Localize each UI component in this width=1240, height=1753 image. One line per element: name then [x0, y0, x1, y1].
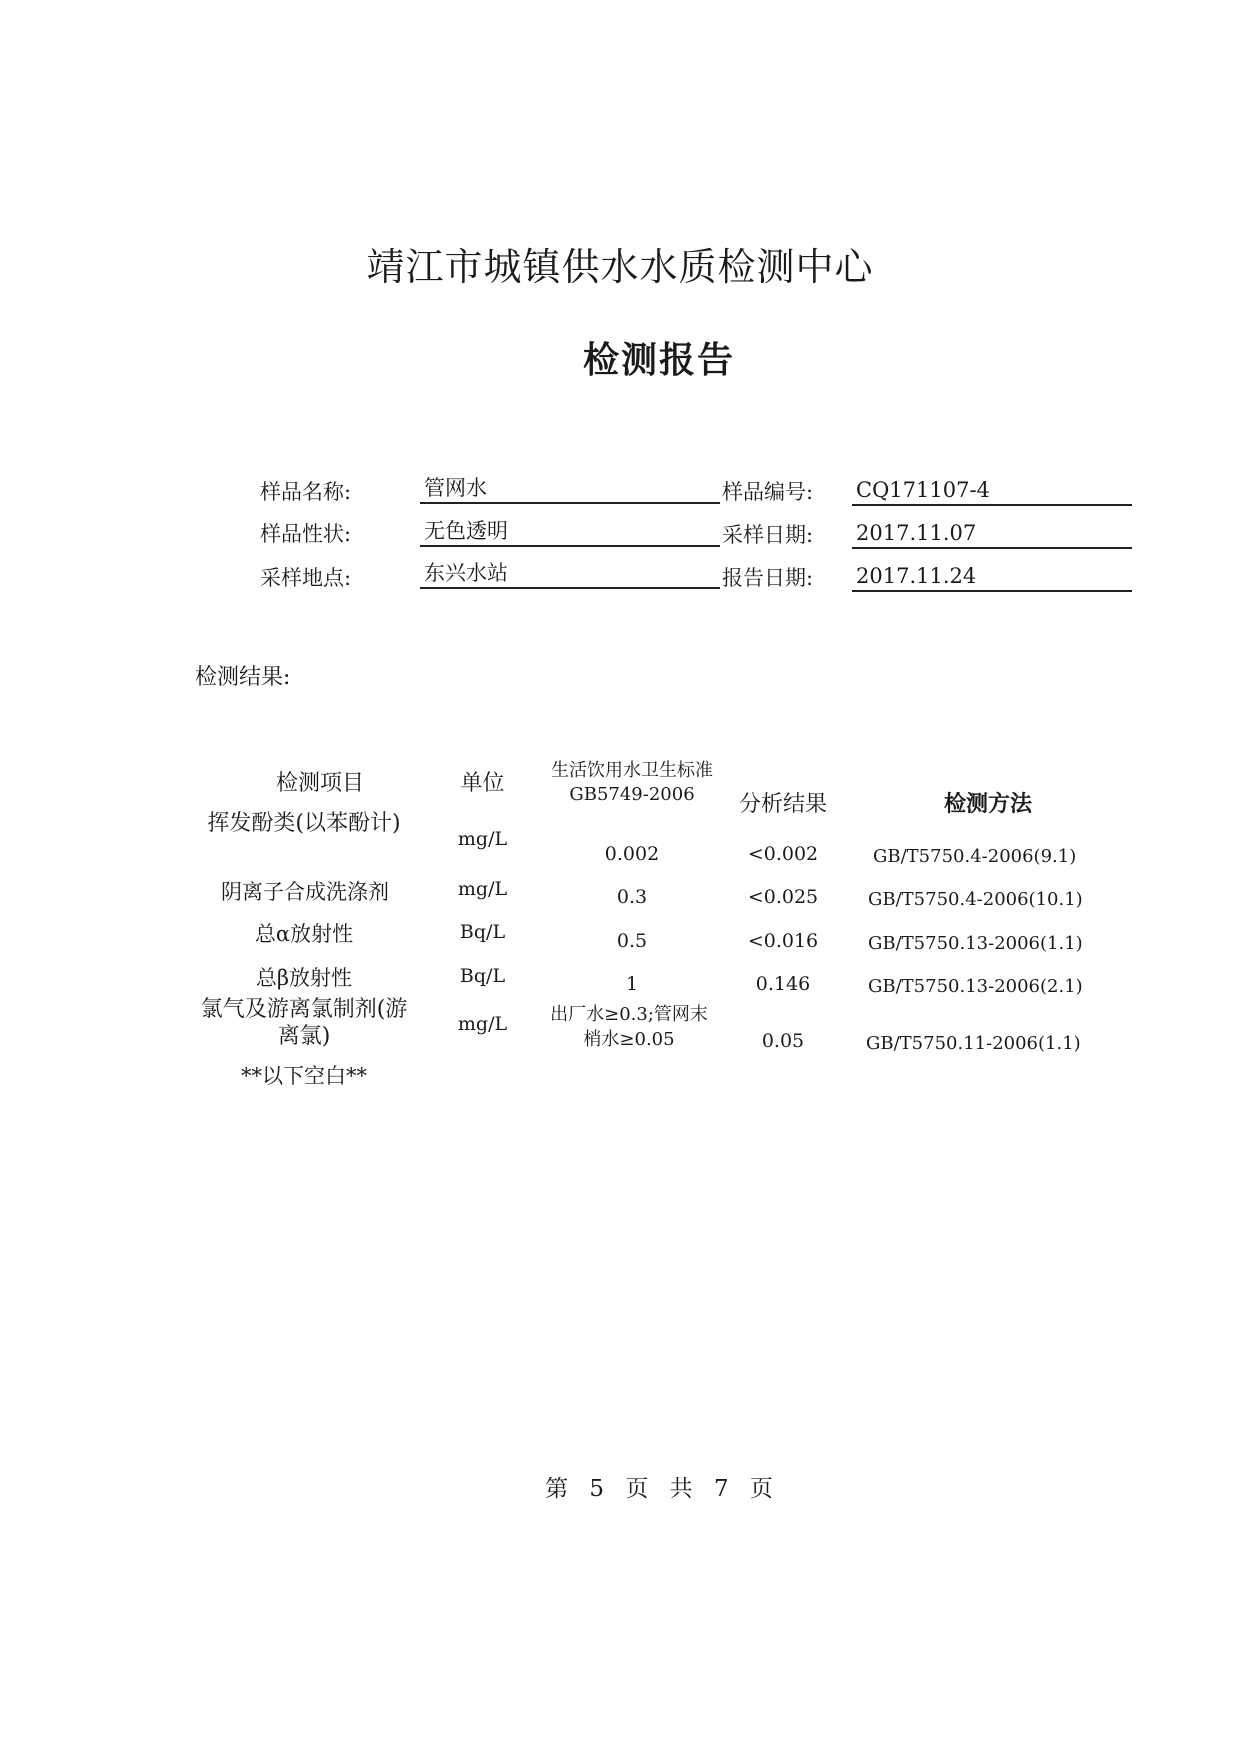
table-row-2-standard: 0.3	[616, 886, 648, 908]
table-row-1-result: <0.002	[747, 843, 819, 865]
report-title: 检测报告	[582, 339, 735, 381]
table-row-4-unit: Bq/L	[459, 965, 506, 987]
table-row-2-unit: mg/L	[457, 878, 508, 900]
col-header-unit: 单位	[460, 771, 505, 796]
sampling-location-label: 采样地点:	[260, 566, 352, 590]
table-row-3-standard: 0.5	[616, 930, 648, 952]
sample-name-label: 样品名称:	[260, 480, 352, 504]
sample-state-value: 无色透明	[420, 517, 720, 547]
table-row-3-item: 总α放射性	[254, 922, 354, 946]
table-row-4-item: 总β放射性	[255, 966, 353, 990]
table-row-3-unit: Bq/L	[459, 921, 506, 943]
table-row-5-item: 氯气及游离氯制剂(游离氯)	[200, 997, 408, 1049]
col-header-result: 分析结果	[738, 792, 827, 817]
sample-code-value: CQ171107-4	[852, 476, 1132, 506]
report-date-label: 报告日期:	[722, 566, 814, 590]
col-header-standard: 生活饮用水卫生标准GB5749-2006	[551, 760, 713, 805]
table-row-2-item: 阴离子合成洗涤剂	[221, 880, 389, 904]
table-row-1-unit: mg/L	[457, 828, 508, 850]
table-row-1-item: 挥发酚类(以苯酚计)	[207, 811, 401, 836]
results-section-label: 检测结果:	[195, 665, 291, 690]
table-row-4-standard: 1	[625, 973, 639, 995]
sample-state-label: 样品性状:	[260, 522, 352, 546]
col-header-method: 检测方法	[943, 791, 1032, 817]
table-row-5-result: 0.05	[761, 1030, 805, 1052]
table-row-3-result: <0.016	[747, 930, 819, 952]
table-row-5-standard: 出厂水≥0.3;管网末梢水≥0.05	[550, 1004, 708, 1050]
sample-code-label: 样品编号:	[722, 480, 814, 504]
report-date-value: 2017.11.24	[852, 562, 1132, 592]
sample-name-value: 管网水	[420, 474, 720, 504]
table-row-2-result: <0.025	[747, 886, 819, 908]
table-row-1-method: GB/T5750.4-2006(9.1)	[873, 846, 1077, 867]
table-row-4-result: 0.146	[755, 973, 811, 995]
table-row-1-standard: 0.002	[604, 843, 660, 865]
sampling-date-value: 2017.11.07	[852, 519, 1132, 549]
page-number: 第 5 页 共 7 页	[545, 1476, 773, 1502]
sampling-date-label: 采样日期:	[722, 523, 814, 547]
table-end-note: **以下空白**	[241, 1064, 367, 1088]
table-row-4-method: GB/T5750.13-2006(2.1)	[868, 976, 1083, 997]
sampling-location-value: 东兴水站	[420, 559, 720, 589]
table-row-5-unit: mg/L	[457, 1013, 508, 1035]
table-row-5-method: GB/T5750.11-2006(1.1)	[866, 1033, 1081, 1054]
table-row-2-method: GB/T5750.4-2006(10.1)	[868, 889, 1083, 910]
col-header-item: 检测项目	[275, 771, 364, 796]
table-row-3-method: GB/T5750.13-2006(1.1)	[868, 933, 1083, 954]
organization-name: 靖江市城镇供水水质检测中心	[366, 245, 874, 289]
